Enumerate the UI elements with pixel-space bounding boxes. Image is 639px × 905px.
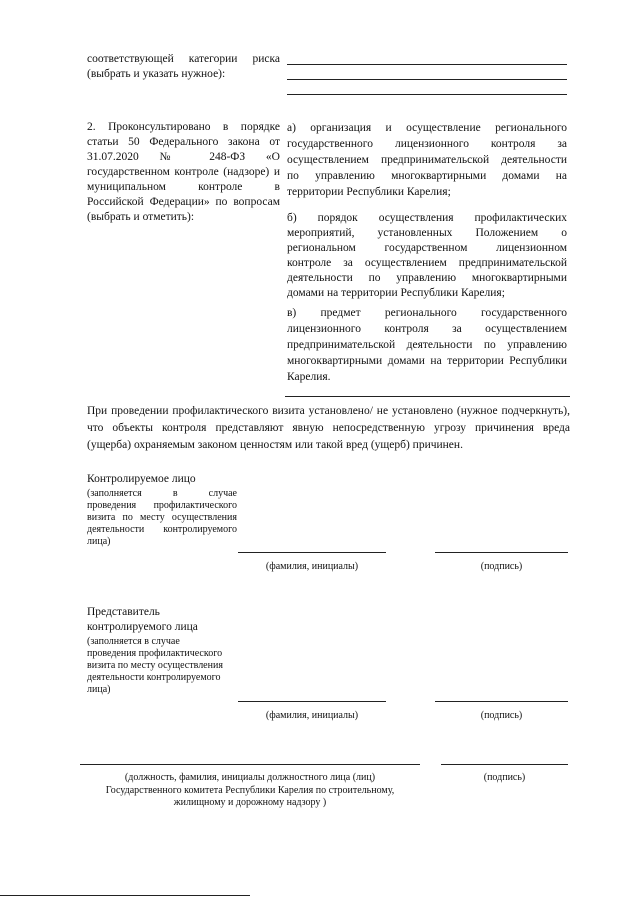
option-b-line: домами на территории Республики Карелия; [287, 287, 505, 299]
option-c-line: предпринимательской деятельности по управлению [287, 339, 567, 351]
option-c-line: в) предмет регионального государственного [287, 307, 567, 319]
risk-fill-line-3[interactable] [287, 94, 567, 95]
risk-label-line2: (выбрать и указать нужное): [87, 68, 226, 80]
controlled-person-name-line[interactable] [238, 552, 386, 553]
controlled-person-note-line: деятельности контролируемого [87, 524, 237, 535]
consult-left-line: (выбрать и отметить): [87, 211, 195, 223]
risk-fill-line-1[interactable] [287, 64, 567, 65]
representative-name-line[interactable] [238, 701, 386, 702]
consult-left-line: муниципальном контроле в [87, 181, 280, 193]
visit-statement-line: (ущерба) охраняемым законом ценностям или такой вред (ущерб) причинен. [87, 439, 463, 451]
option-b-line: контроле за осуществлением предпринимательской [287, 257, 567, 269]
representative-note-line: визита по месту осуществления [87, 660, 223, 671]
option-c[interactable] [287, 305, 567, 385]
option-a-line: по управлению многоквартирными домами на [287, 170, 567, 182]
footer-rule [0, 895, 250, 896]
representative-note-line: проведения профилактического [87, 648, 223, 659]
option-b-line: региональном государственном лицензионном [287, 242, 567, 254]
representative-signature-caption: (подпись) [480, 710, 523, 721]
option-b-line: мероприятий, установленных Положением о [287, 227, 567, 239]
option-a-line: а) организация и осуществление регионального [287, 122, 567, 134]
representative-note-line: деятельности контролируемого [87, 672, 221, 683]
visit-statement-line: что объекты контроля представляют явную непосредственную угрозу причинения вреда [87, 422, 570, 434]
controlled-person-signature-caption: (подпись) [480, 561, 523, 572]
official-name-line[interactable] [80, 764, 420, 765]
risk-label-line1: соответствующей категории риска [87, 53, 280, 65]
option-a[interactable] [287, 120, 567, 200]
controlled-person-note-line: визита по месту осуществления [87, 512, 237, 523]
risk-fill-line-2[interactable] [287, 79, 567, 80]
representative-note-line: лица) [87, 684, 111, 695]
controlled-person-note-line: проведения профилактического [87, 500, 237, 511]
controlled-person-signature-line[interactable] [435, 552, 568, 553]
representative-signature-line[interactable] [435, 701, 568, 702]
option-a-line: государственного лицензионного контроля за [287, 138, 567, 150]
option-c-line: лицензионного контроля за осуществлением [287, 323, 567, 335]
representative-note-line: (заполняется в случае [87, 636, 180, 647]
official-signature-line[interactable] [441, 764, 568, 765]
option-c-line: многоквартирными домами на территории Республики [287, 355, 567, 367]
consult-left-line: 2. Проконсультировано в порядке [87, 121, 280, 133]
representative-title [87, 605, 198, 635]
consult-left-line: 31.07.2020 № 248-ФЗ «О [87, 151, 280, 163]
official-signature-caption: (подпись) [483, 772, 526, 783]
option-a-line: территории Республики Карелия; [287, 186, 451, 198]
representative-note [87, 636, 237, 696]
controlled-person-note-line: лица) [87, 536, 111, 547]
consult-left-line: государственном контроле (надзоре) и [87, 166, 280, 178]
official-caption-line: (должность, фамилия, инициалы должностного лица (лиц) [124, 772, 376, 783]
option-c-line: Карелия. [287, 371, 331, 383]
controlled-person-title: Контролируемое лицо [87, 473, 196, 485]
consult-left-column [87, 120, 280, 225]
official-caption-line: жилищному и дорожному надзору ) [173, 797, 327, 808]
controlled-person-note-line: (заполняется в случае [87, 488, 237, 499]
visit-statement [87, 403, 570, 454]
representative-name-caption: (фамилия, инициалы) [265, 710, 359, 721]
consult-left-line: Российской Федерации» по вопросам [87, 196, 280, 208]
section-divider [285, 396, 570, 397]
controlled-person-name-caption: (фамилия, инициалы) [265, 561, 359, 572]
option-b-line: деятельности по управлению многоквартирными [287, 272, 567, 284]
consult-left-line: статьи 50 Федерального закона от [87, 136, 280, 148]
controlled-person-note [87, 488, 237, 548]
option-a-line: осуществлением предпринимательской деятельности [287, 154, 567, 166]
official-caption [80, 772, 420, 810]
official-caption-line: Государственного комитета Республики Карелия по строительному, [105, 784, 395, 796]
visit-statement-line: При проведении профилактического визита установлено/ не установлено (нужное подчеркнуть), [87, 405, 570, 417]
representative-title-line: Представитель [87, 606, 160, 618]
option-b[interactable] [287, 211, 567, 301]
option-b-line: б) порядок осуществления профилактических [287, 212, 567, 224]
representative-title-line: контролируемого лица [87, 621, 198, 633]
